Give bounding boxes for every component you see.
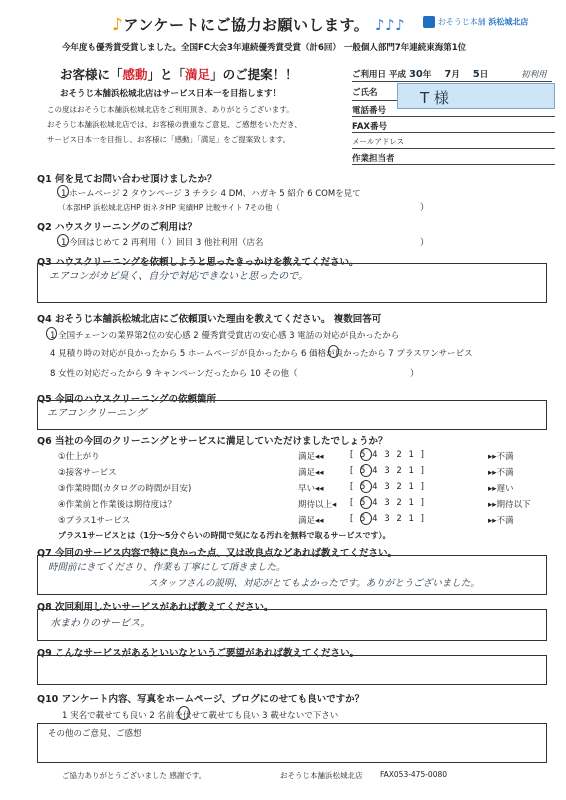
q6-row-scale[interactable]: [ 5 4 3 2 1 ] (350, 498, 426, 508)
intro-line: サービス日本一を目指し、お客様に「感動」「満足」をご提案致します。 (47, 135, 291, 144)
q6-row-scale[interactable]: [ 5 4 3 2 1 ] (350, 482, 426, 492)
q1-title: Q1 何を見てお問い合わせ頂けましたか？ (37, 174, 217, 185)
customer-name: T 様 (420, 89, 449, 107)
q10-other-label: その他のご意見、ご感想 (48, 729, 142, 739)
q6-row-right: ▸▸不満 (488, 516, 514, 526)
first-visit-note: 初利用 (521, 70, 547, 80)
award-line: 今年度も優秀賞受賞しました。全国FC大会3年連続優秀賞受賞（計6回） 一般個人部門7年連続東海第1位 (62, 43, 467, 53)
q6-row-label: ③作業時間(カタログの時間が目安) (58, 484, 192, 494)
name-label: ご氏名 (352, 88, 378, 98)
footer-store: おそうじ本舗浜松城北店 (280, 771, 363, 780)
mail-label: メールアドレス (352, 137, 405, 146)
intro-line: この度はおそうじ本舗浜松城北店をご利用頂き、ありがとうございます。 (47, 105, 294, 114)
q6-row-left: 期待以上◂ (298, 500, 337, 510)
q5-title: Q5 今回のハウスクリーニングの依頼箇所 (37, 394, 217, 405)
staff-label: 作業担当者 (352, 154, 395, 164)
q4-options-line3[interactable]: 8 女性の対応だったから 9 キャンペーンだったから 10 その他（ (50, 369, 298, 379)
q10-title: Q10 アンケート内容、写真をホームページ、ブログにのせても良いですか？ (37, 694, 365, 705)
intro-line: おそうじ本舗浜松城北店では、お客様の貴重なご意見、ご感想をいただき、 (47, 120, 302, 129)
q1-paren-close: ） (420, 203, 430, 213)
q6-row-label: ⑤プラス1サービス (58, 516, 131, 526)
footer-thanks: ご協力ありがとうございました 感謝です。 (62, 771, 207, 780)
q6-row-right: ▸▸不満 (488, 452, 514, 462)
q2-options[interactable]: 1 今回はじめて 2 再利用（ ）回目 3 他社利用（店名 (61, 238, 264, 248)
date-underline (352, 81, 552, 82)
q6-row-scale[interactable]: [ 5 4 3 2 1 ] (350, 514, 426, 524)
q2-paren-close: ） (420, 238, 430, 248)
q5-answer: エアコンクリーニング (47, 408, 147, 419)
q6-row-label: ②接客サービス (58, 468, 117, 478)
q4-title: Q4 おそうじ本舗浜松城北店にご依頼頂いた理由を教えてください。 複数回答可 (37, 314, 382, 325)
q6-row-right: ▸▸不満 (488, 468, 514, 478)
note-icon: ♪ (112, 15, 124, 35)
q6-row-right: ▸▸遅い (488, 484, 514, 494)
q4-paren-close: ） (410, 369, 420, 379)
q6-row-left: 満足◂◂ (298, 452, 324, 462)
q6-row-right: ▸▸期待以下 (488, 500, 531, 510)
q1-sub-options[interactable]: （本部HP 浜松城北店HP 街ネタHP 実績HP 比較サイト 7その他（ (58, 203, 280, 212)
q7-answer-line1: 時間前にきてくださり、作業も丁寧にして頂きました。 (48, 562, 286, 573)
fax-field[interactable] (352, 132, 555, 133)
q4-options-line2[interactable]: 4 見積り時の対応が良かったから 5 ホームページが良かったから 6 価格が良かったから 7 プラスワンサービス (50, 349, 473, 359)
proposal-heading: お客様に「感動」と「満足」のご提案！！ (60, 67, 298, 82)
name-underline (352, 100, 397, 101)
q9-answer-box[interactable] (37, 655, 547, 685)
q8-answer: 水まわりのサービス。 (50, 618, 151, 629)
house-icon (423, 16, 435, 28)
company-logo: おそうじ本舗 浜松城北店 (423, 16, 528, 28)
q3-answer: エアコンがカビ臭く、自分で対応できないと思ったので。 (49, 271, 309, 282)
q4-options-line1[interactable]: 1 全国チェーンの業界第2位の安心感 2 優秀賞受賞店の安心感 3 電話の対応が良かったから (50, 331, 400, 341)
q1-options[interactable]: 1 ホームページ 2 タウンページ 3 チラシ 4 DM、ハガキ 5 紹介 6 COMを見て (61, 189, 361, 199)
staff-field[interactable] (352, 164, 555, 165)
q6-row-scale[interactable]: [ 5 4 3 2 1 ] (350, 466, 426, 476)
q7-answer-line2: スタッフさんの説明、対応がとてもよかったです。ありがとうございました。 (148, 578, 480, 589)
q6-row-left: 早い◂◂ (298, 484, 324, 494)
q3-title: Q3 ハウスクリーニングを依頼しようと思ったきっかけを教えてください。 (37, 257, 359, 268)
mail-field[interactable] (352, 148, 555, 149)
q6-row-scale[interactable]: [ 5 4 3 2 1 ] (350, 450, 426, 460)
phone-field[interactable] (352, 116, 555, 117)
q6-row-left: 満足◂◂ (298, 468, 324, 478)
q6-row-left: 満足◂◂ (298, 516, 324, 526)
q6-row-label: ①仕上がり (58, 452, 100, 462)
q9-title: Q9 こんなサービスがあるといいなというご要望があれば教えてください。 (37, 648, 359, 659)
q2-title: Q2 ハウスクリーニングのご利用は？ (37, 222, 198, 233)
q7-title: Q7 今回のサービス内容で特に良かった点、又は改良点などあれば教えてください。 (37, 548, 397, 559)
q6-note: プラス1サービスとは（1分～5分ぐらいの時間で気になる汚れを無料で取るサービスです）。 (58, 531, 391, 540)
page-title: ♪アンケートにご協力お願いします。 ♪♪♪ (112, 15, 406, 35)
phone-label: 電話番号 (352, 106, 387, 116)
fax-label: FAX番号 (352, 122, 387, 132)
usage-date: ご利用日 平成 30年 7月 5日 (352, 69, 489, 80)
q6-row-label: ④作業前と作業後は期待度は？ (58, 500, 177, 510)
q8-title: Q8 次回利用したいサービスがあれば教えてください。 (37, 602, 274, 613)
q10-options[interactable]: 1 実名で載せても良い 2 名前を伏せて載せても良い 3 載せないで下さい (62, 711, 339, 721)
footer-fax: FAX053-475-0080 (380, 770, 448, 779)
intro-line: おそうじ本舗浜松城北店はサービス日本一を目指します！ (60, 89, 282, 99)
note-icon: ♪♪♪ (375, 16, 406, 34)
q6-title: Q6 当社の今回のクリーニングとサービスに満足していただけましたでしょうか？ (37, 436, 388, 447)
